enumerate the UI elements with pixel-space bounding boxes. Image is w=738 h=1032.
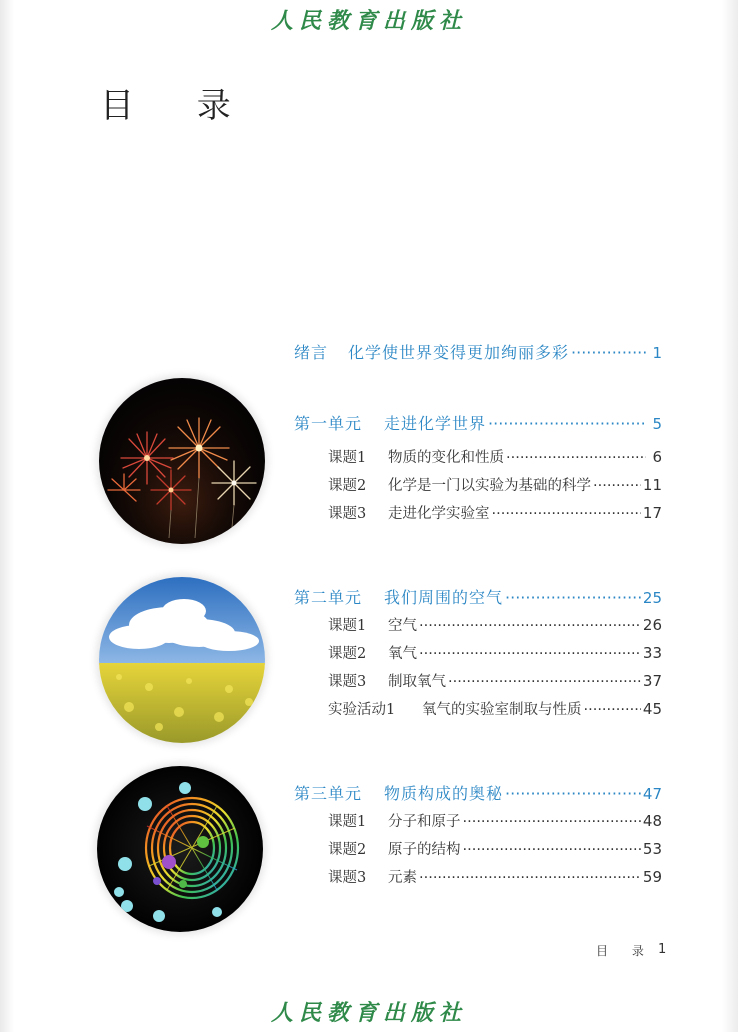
leader-dots [463,842,641,858]
publisher-logo-bottom: 人民教育出版社 [270,1000,467,1026]
lesson-label: 课题2 [328,646,367,662]
lesson-label: 课题1 [328,450,367,466]
leader-dots [505,588,641,607]
leader-dots [506,450,646,466]
intro-page: 1 [652,344,662,362]
activity-page: 45 [642,700,662,718]
lesson-title: 制取氧气 [388,674,446,690]
footer-label: 目 录 [596,944,654,958]
lesson-page: 48 [642,812,662,830]
unit-page: 5 [652,415,662,433]
toc-unit-3[interactable] [294,781,662,804]
unit-title: 走进化学世界 [384,414,487,433]
lesson-label: 课题1 [328,618,367,634]
activity-label: 实验活动1 [328,702,396,718]
intro-title: 化学使世界变得更加绚丽多彩 [348,343,570,362]
toc-lesson[interactable] [328,866,662,887]
lesson-page: 59 [642,868,662,886]
toc-lesson[interactable] [328,810,662,831]
lesson-label: 课题3 [328,870,367,886]
lesson-label: 课题3 [328,506,367,522]
leader-dots [448,674,641,690]
lesson-label: 课题3 [328,674,367,690]
leader-dots [584,702,641,718]
lesson-title: 物质的变化和性质 [388,450,504,466]
lesson-title: 分子和原子 [388,814,461,830]
unit-page: 25 [642,589,662,607]
toc-unit-1[interactable] [294,411,662,434]
leader-dots [419,646,641,662]
unit-page: 47 [642,785,662,803]
unit-title: 物质构成的奥秘 [384,784,504,803]
page-title: 目 录 [100,86,257,126]
publisher-logo-top: 人民教育出版社 [270,8,467,34]
molecule-image [97,766,263,932]
toc-lesson[interactable] [328,642,662,663]
unit-label: 第一单元 [294,414,363,433]
unit-label: 第三单元 [294,784,363,803]
toc-unit-2[interactable] [294,585,662,608]
toc-lesson[interactable] [328,502,662,523]
toc-intro[interactable] [294,340,662,363]
fireworks-image [99,378,265,544]
leader-dots [419,618,641,634]
toc-activity[interactable] [328,698,662,719]
lesson-page: 6 [652,448,662,466]
lesson-page: 33 [642,644,662,662]
leader-dots [492,506,641,522]
unit-label: 第二单元 [294,588,363,607]
toc-lesson[interactable] [328,614,662,635]
lesson-title: 氧气 [388,646,417,662]
lesson-page: 26 [642,616,662,634]
lesson-title: 元素 [388,870,417,886]
leader-dots [419,870,641,886]
leader-dots [593,478,641,494]
lesson-page: 17 [642,504,662,522]
leader-dots [488,414,646,433]
leader-dots [463,814,641,830]
toc-lesson[interactable] [328,838,662,859]
lesson-label: 课题1 [328,814,367,830]
toc-lesson[interactable] [328,474,662,495]
intro-label: 绪言 [294,343,329,362]
toc-lesson[interactable] [328,670,662,691]
activity-title: 氧气的实验室制取与性质 [422,702,582,718]
unit-title: 我们周围的空气 [384,588,504,607]
lesson-page: 53 [642,840,662,858]
lesson-label: 课题2 [328,842,367,858]
leader-dots [571,343,646,362]
lesson-title: 化学是一门以实验为基础的科学 [388,478,591,494]
lesson-title: 原子的结构 [388,842,461,858]
lesson-title: 空气 [388,618,417,634]
lesson-title: 走进化学实验室 [388,506,490,522]
landscape-image [99,577,265,743]
toc-lesson[interactable] [328,446,662,467]
leader-dots [505,784,641,803]
lesson-label: 课题2 [328,478,367,494]
footer-page-number: 1 [658,942,667,957]
lesson-page: 37 [642,672,662,690]
lesson-page: 11 [642,476,662,494]
page-footer [596,942,667,959]
